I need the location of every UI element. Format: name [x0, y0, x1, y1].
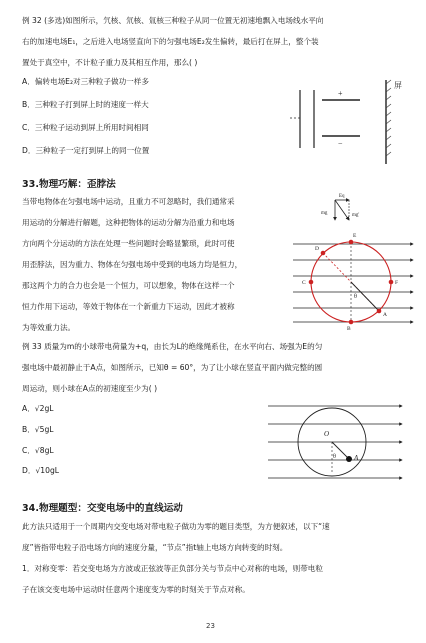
sec33-line: 当带电物体在匀强电场中运动，且重力不可忽略时，我们通常采: [22, 197, 235, 206]
ex33-line1: 例 33 质量为m的小球带电荷量为+q，由长为L的绝缘绳系住，在水平向右、场强为E的匀: [22, 342, 323, 351]
ex33-option-c: C．√8gL: [22, 446, 54, 455]
ex32-line1: 例 32 (多选)如图所示，氕核、氘核、氚核三种粒子从同一位置无初速地飘入电场线水平向: [22, 16, 324, 25]
sec33-line: 为等效重力法。: [22, 323, 76, 332]
point-e: [349, 240, 354, 245]
ex32-option-a: A．偏转电场E₂对三种粒子做功一样多: [22, 77, 149, 86]
ex32-line3: 置处于真空中，不计粒子重力及其相互作用，那么( ): [22, 58, 198, 67]
ex33-option-a: A．√2gL: [22, 404, 54, 413]
force-diagram: [321, 194, 359, 220]
sec33-line: 用歪脖法，因为重力、物体在匀强电场中受到的电场力均是恒力，: [22, 260, 243, 269]
sec33-figure: [285, 190, 421, 330]
label-a: A: [383, 312, 387, 318]
screen-label: 屏: [394, 81, 402, 90]
point-b: [349, 320, 354, 325]
ex32-option-d: D．三种粒子一定打到屏上的同一位置: [22, 146, 150, 155]
ex33-option-b: B．√5gL: [22, 425, 54, 434]
sec33-line: 恒力作用下运动，等效于物体在一个新重力下运动，因此才被称: [22, 302, 235, 311]
label-mg: mg: [321, 211, 328, 216]
ex32-option-c: C．三种粒子运动到屏上所用时间相同: [22, 123, 149, 132]
screen-hatching: [386, 80, 391, 156]
sec33-line: 用运动的分解进行解题，这种把物体的运动分解为沿重力和电场: [22, 218, 235, 227]
section-33-title: 33.物理巧解：歪脖法: [22, 179, 116, 190]
point-a: [377, 309, 382, 314]
label-o: O: [324, 430, 330, 438]
sec34-item1-line2: 子在该交变电场中运动时任意两个速度变为零的时刻关于节点对称。: [22, 585, 250, 594]
page-number: 23: [206, 622, 215, 630]
label-a: A: [354, 454, 359, 462]
label-f: F: [395, 280, 399, 286]
sec34-item1-line1: 1．对称变零：若交变电场为方波或正弦波等正负部分关与节点中心对称的电场，则带电粒: [22, 564, 323, 573]
ex33-option-d: D．√10gL: [22, 466, 59, 475]
label-e: E: [353, 233, 357, 239]
ex33-figure: [262, 396, 408, 492]
sec34-line2: 度”皆指带电粒子沿电场方向的速度分量，“节点”指t轴上电场方向转变的时刻。: [22, 543, 288, 552]
label-d: D: [315, 246, 319, 252]
label-c: C: [302, 280, 306, 286]
ex33-line3: 周运动，则小球在A点的初速度至少为( ): [22, 384, 158, 393]
sec34-line1: 此方法只适用于一个周期内交变电场对带电粒子做功为零的题目类型，为方便叙述，以下“速: [22, 522, 330, 531]
label-mg-prime: mg': [352, 213, 360, 218]
point-c: [309, 280, 314, 285]
ex32-figure: [280, 74, 410, 170]
ex33-line2: 强电场中最初静止于A点，如图所示，已知θ = 60°，为了让小球在竖直平面内做完整的圆: [22, 363, 323, 372]
ball-a: [346, 456, 352, 462]
label-b: B: [347, 326, 351, 330]
label-eq: Eq: [339, 194, 345, 199]
point-d: [321, 251, 326, 256]
sec33-line: 那这两个力的合力也会是一个恒力，可以想象，物体在这样一个: [22, 281, 235, 290]
point-f: [389, 280, 394, 285]
ex32-option-b: B．三种粒子打到屏上时的速度一样大: [22, 100, 149, 109]
label-theta: θ: [354, 294, 357, 300]
plus-sign: +: [338, 89, 343, 98]
section-34-title: 34.物理题型：交变电场中的直线运动: [22, 503, 183, 514]
label-theta: θ: [333, 454, 336, 460]
sec33-line: 方向两个分运动的方法在处理一些问题时会略显繁琐，此时可使: [22, 239, 235, 248]
ex32-line2: 右的加速电场E₁，之后进入电场竖直向下的匀强电场E₂发生偏转，最后打在屏上，整个装: [22, 37, 319, 46]
ex33-field-lines: [268, 406, 402, 478]
minus-sign: −: [338, 139, 343, 148]
